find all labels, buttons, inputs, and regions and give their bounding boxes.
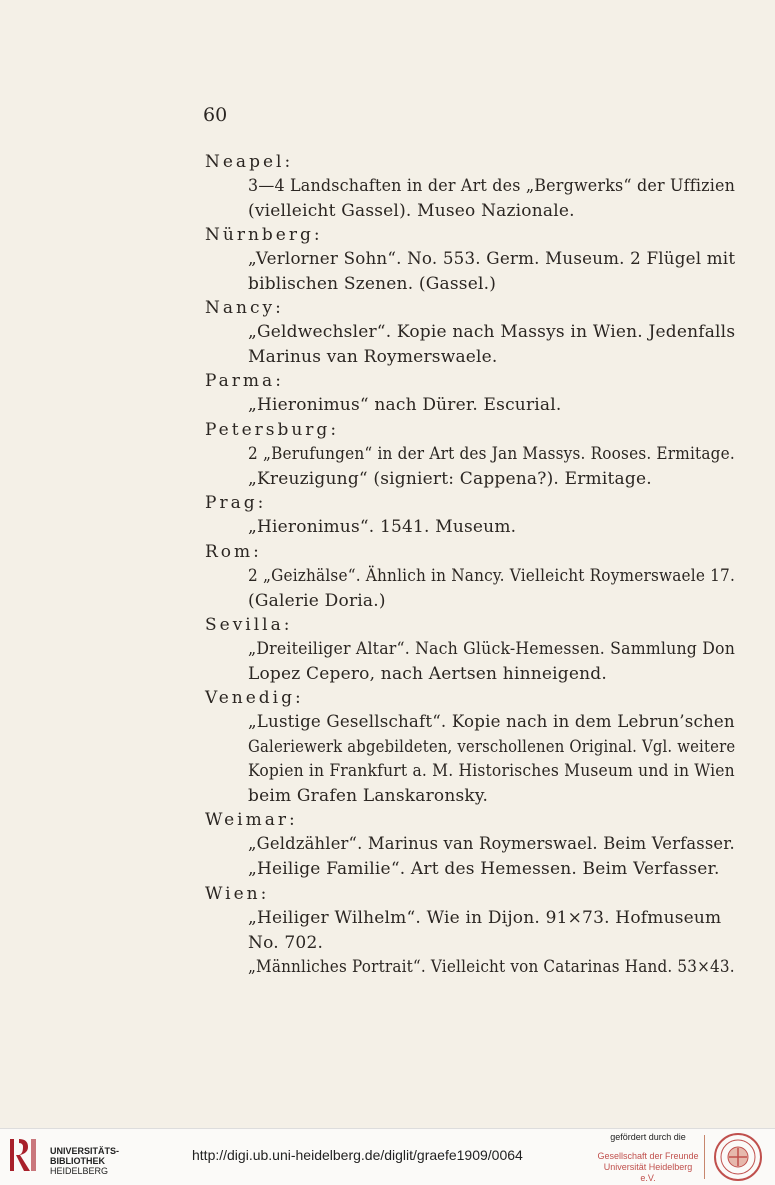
entry-line: (Galerie Doria.): [248, 590, 386, 611]
entry-line: Galeriewerk abgebildeten, verschollenen Original. Vgl. weitere: [248, 736, 736, 757]
entry-line: beim Grafen Lanskaronsky.: [248, 785, 489, 806]
entry-line: „Hieronimus“. 1541. Museum.: [248, 517, 517, 537]
permalink-url[interactable]: http://digi.ub.uni-heidelberg.de/diglit/graefe1909/0064: [192, 1147, 523, 1163]
library-name: UNIVERSITÄTS- BIBLIOTHEK HEIDELBERG: [50, 1146, 120, 1176]
entry-line: „Heilige Familie“. Art des Hemessen. Beim Verfasser.: [248, 858, 720, 879]
entry-line: Marinus van Roymerswaele.: [248, 346, 498, 367]
entry-line: „Geldzähler“. Marinus van Roymerswael. Beim Verfasser.: [248, 834, 735, 854]
city-heading: Nancy:: [205, 298, 284, 318]
city-heading: Petersburg:: [205, 420, 340, 440]
city-heading: Sevilla:: [205, 615, 293, 635]
divider: [704, 1135, 705, 1179]
entry-line: (vielleicht Gassel). Museo Nazionale.: [248, 200, 575, 221]
city-heading: Weimar:: [205, 810, 298, 830]
university-seal-icon: [712, 1132, 764, 1182]
sponsor-name: Gesellschaft der Freunde Universität Heidelberg e.V.: [597, 1151, 699, 1183]
entry-line: „Heiliger Wilhelm“. Wie in Dijon. 91×73. Hofmuseum: [248, 908, 722, 928]
entry-line: „Dreiteiliger Altar“. Nach Glück-Hemessen. Sammlung Don: [248, 639, 736, 659]
entry-line: „Lustige Gesellschaft“. Kopie nach in dem Lebrun’schen: [248, 712, 735, 732]
entry-line: „Kreuzigung“ (signiert: Cappena?). Ermitage.: [248, 468, 652, 489]
city-heading: Rom:: [205, 542, 262, 562]
entry-line: 2 „Berufungen“ in der Art des Jan Massys. Rooses. Ermitage.: [248, 444, 735, 464]
entry-line: Lopez Cepero, nach Aertsen hinneigend.: [248, 663, 607, 684]
footer-bar: [0, 1128, 775, 1185]
city-heading: Venedig:: [205, 688, 304, 708]
city-heading: Nürnberg:: [205, 225, 323, 245]
entry-line: „Geldwechsler“. Kopie nach Massys in Wien. Jedenfalls: [248, 322, 736, 342]
city-heading: Neapel:: [205, 152, 294, 172]
page-number: 60: [203, 104, 228, 126]
entry-line: 2 „Geizhälse“. Ähnlich in Nancy. Vielleicht Roymerswaele 17.: [248, 566, 736, 586]
entry-line: No. 702.: [248, 932, 324, 953]
sponsor-block: [596, 1132, 700, 1184]
entry-line: „Hieronimus“ nach Dürer. Escurial.: [248, 395, 562, 415]
entry-line: „Männliches Portrait“. Vielleicht von Catarinas Hand. 53×43.: [248, 957, 735, 977]
city-heading: Wien:: [205, 884, 270, 904]
entry-line: „Verlorner Sohn“. No. 553. Germ. Museum. 2 Flügel mit: [248, 249, 736, 269]
library-logo[interactable]: [6, 1135, 146, 1179]
entry-line: Kopien in Frankfurt a. M. Historisches Museum und in Wien: [248, 761, 735, 781]
city-heading: Prag:: [205, 493, 267, 513]
library-emblem-icon: [6, 1135, 40, 1175]
sponsor-label: gefördert durch die: [610, 1132, 686, 1142]
city-heading: Parma:: [205, 371, 284, 391]
entry-line: biblischen Szenen. (Gassel.): [248, 273, 497, 294]
entry-line: 3—4 Landschaften in der Art des „Bergwerks“ der Uffizien: [248, 176, 736, 196]
